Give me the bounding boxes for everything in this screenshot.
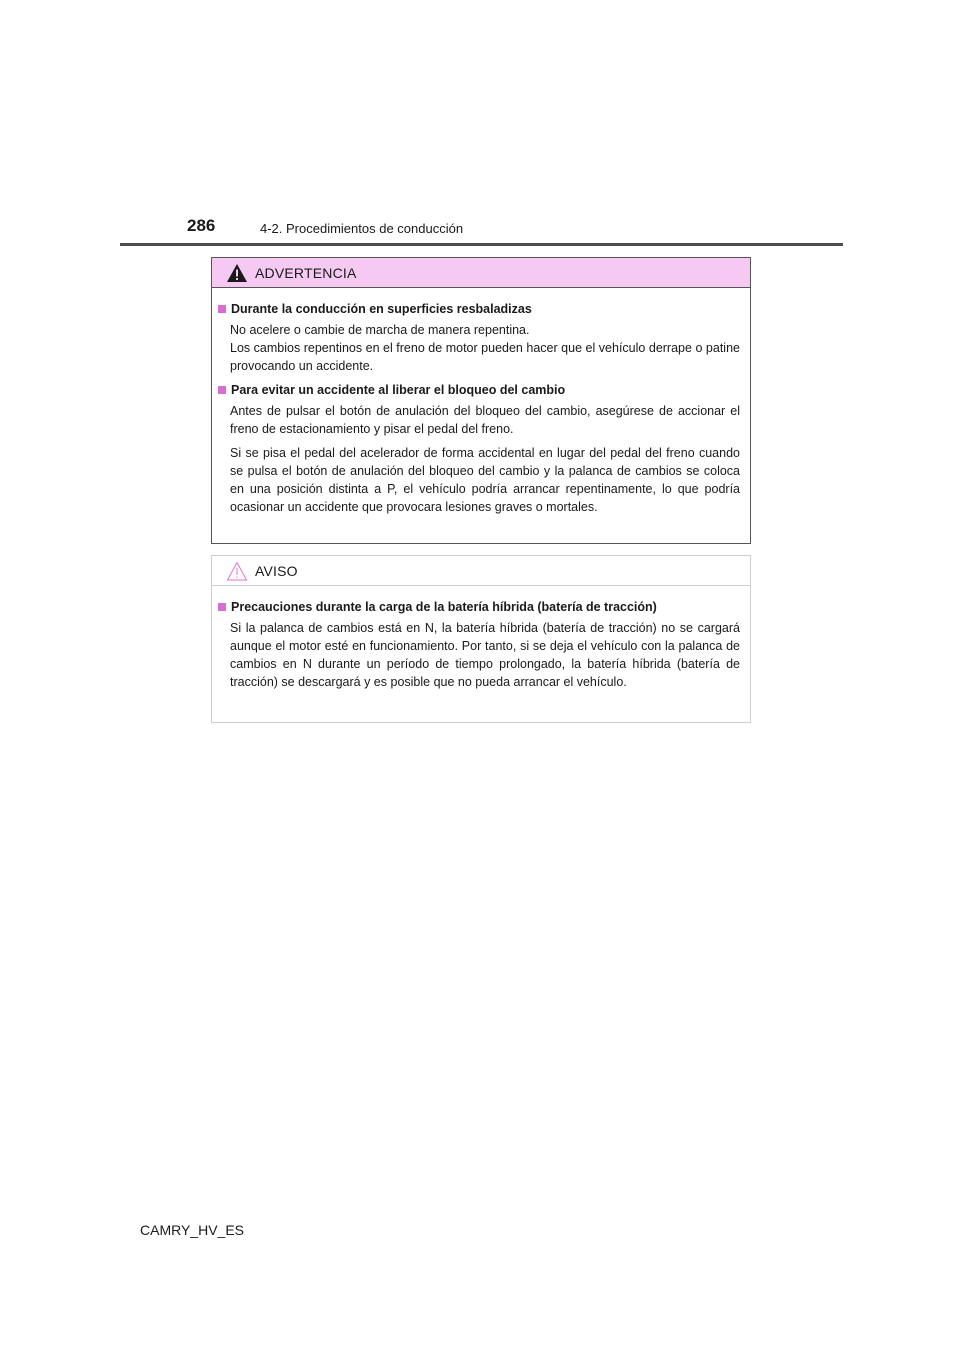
warning-heading-2 [218,381,740,399]
warning-heading-2-text: Para evitar un accidente al liberar el bloqueo del cambio [231,383,566,397]
notice-box-body [212,586,750,691]
warning-box [211,257,751,544]
warning-triangle-filled-icon [226,263,248,283]
notice-label: AVISO [255,563,298,579]
notice-box [211,555,751,723]
warning-heading-1-text: Durante la conducción en superficies resbaladizas [231,302,532,316]
warning-paragraph-2: Antes de pulsar el botón de anulación del bloqueo del cambio, asegúrese de accionar el freno de estacionamiento y pisar el pedal del freno. [230,404,740,436]
bullet-square-icon [218,386,226,394]
section-title: 4-2. Procedimientos de conducción [260,221,464,236]
warning-heading-1 [218,300,740,318]
notice-heading-1-text: Precauciones durante la carga de la batería híbrida (batería de tracción) [231,600,657,614]
header-rule [120,243,843,246]
bullet-square-icon [218,603,226,611]
document-code: CAMRY_HV_ES [140,1222,245,1238]
warning-paragraph-3: Si se pisa el pedal del acelerador de forma accidental en lugar del pedal del freno cuando se pulsa el botón de anulación del bloqueo del cambio y la palanca de cambios se coloca en una posición distinta a P, el vehículo podría arrancar repentinamente, lo que podría ocasionar un accidente que provocara lesiones graves o mortales. [230,446,740,514]
notice-paragraph-1: Si la palanca de cambios está en N, la batería híbrida (batería de tracción) no se cargará aunque el motor esté en funcionamiento. Por tanto, si se deja el vehículo con la palanca de cambios en N durante un período de tiempo prolongado, la batería híbrida (batería de tracción) se descargará y es posible que no pueda arrancar el vehículo. [230,621,740,689]
warning-paragraph-1: No acelere o cambie de marcha de manera repentina. Los cambios repentinos en el freno de motor pueden hacer que el vehículo derrape o patine provocando un accidente. [230,323,740,373]
bullet-square-icon [218,305,226,313]
notice-heading-1 [218,598,740,616]
notice-box-header [212,556,750,586]
warning-box-header [212,258,750,288]
warning-label: ADVERTENCIA [255,265,357,281]
warning-triangle-outline-icon [226,561,248,581]
page-number: 286 [187,216,216,235]
warning-box-body [212,288,750,516]
